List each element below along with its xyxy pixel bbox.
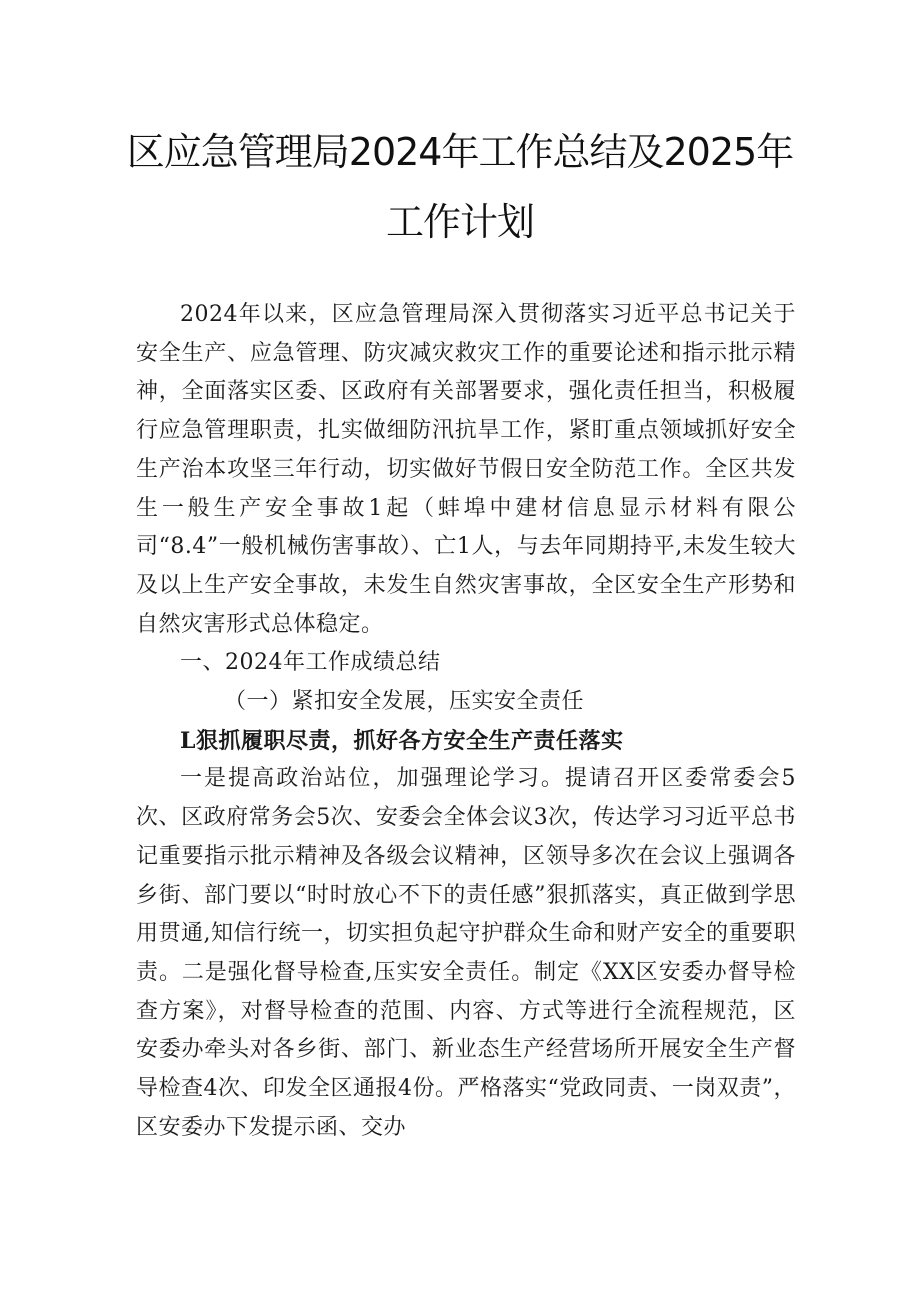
subsection-heading: （一）紧扣安全发展，压实安全责任: [224, 689, 585, 715]
document-title-line2: 工作计划: [385, 200, 534, 244]
section-heading: 一、2024年工作成绩总结: [180, 650, 441, 676]
intro-paragraph: 2024年以来，区应急管理局深入贯彻落实习近平总书记关于安全生产、应急管理、防灾减灾救灾工作的重要论述和指示批示精神，全面落实区委、区政府有关部署要求，强化责任担当，积极履行应急管理职责，扎实做细防汛抗旱工作，紧盯重点领域抓好安全生产治本攻坚三年行动，切实做好节假日安全防范工作。全区共发生一般生产安全事故1起（蚌埠中建材信息显示材料有限公司“8.4”一般机械伤害事故）、亡1人，与去年同期持平,未发生较大及以上生产安全事故，未发生自然灾害事故，全区安全生产形势和自然灾害形式总体稳定。: [136, 302, 796, 637]
document-body: [136, 296, 796, 1147]
document-title-line1: 区应急管理局2024年工作总结及2025年: [126, 130, 794, 174]
item-heading: L狠抓履职尽责，抓好各方安全生产责任落实: [180, 727, 624, 754]
body-paragraph: 一是提高政治站位，加强理论学习。提请召开区委常委会5次、区政府常务会5次、安委会全体会议3次，传达学习习近平总书记重要指示批示精神及各级会议精神，区领导多次在会议上强调各乡街、部门要以“时时放心不下的责任感”狠抓落实，真正做到学思用贯通,知信行统一，切实担负起守护群众生命和财产安全的重要职责。二是强化督导检查,压实安全责任。制定《XX区安委办督导检查方案》，对督导检查的范围、内容、方式等进行全流程规范，区安委办牵头对各乡街、部门、新业态生产经营场所开展安全生产督导检查4次、印发全区通报4份。严格落实“党政同责、一岗双责”，区安委办下发提示函、交办: [136, 766, 796, 1140]
